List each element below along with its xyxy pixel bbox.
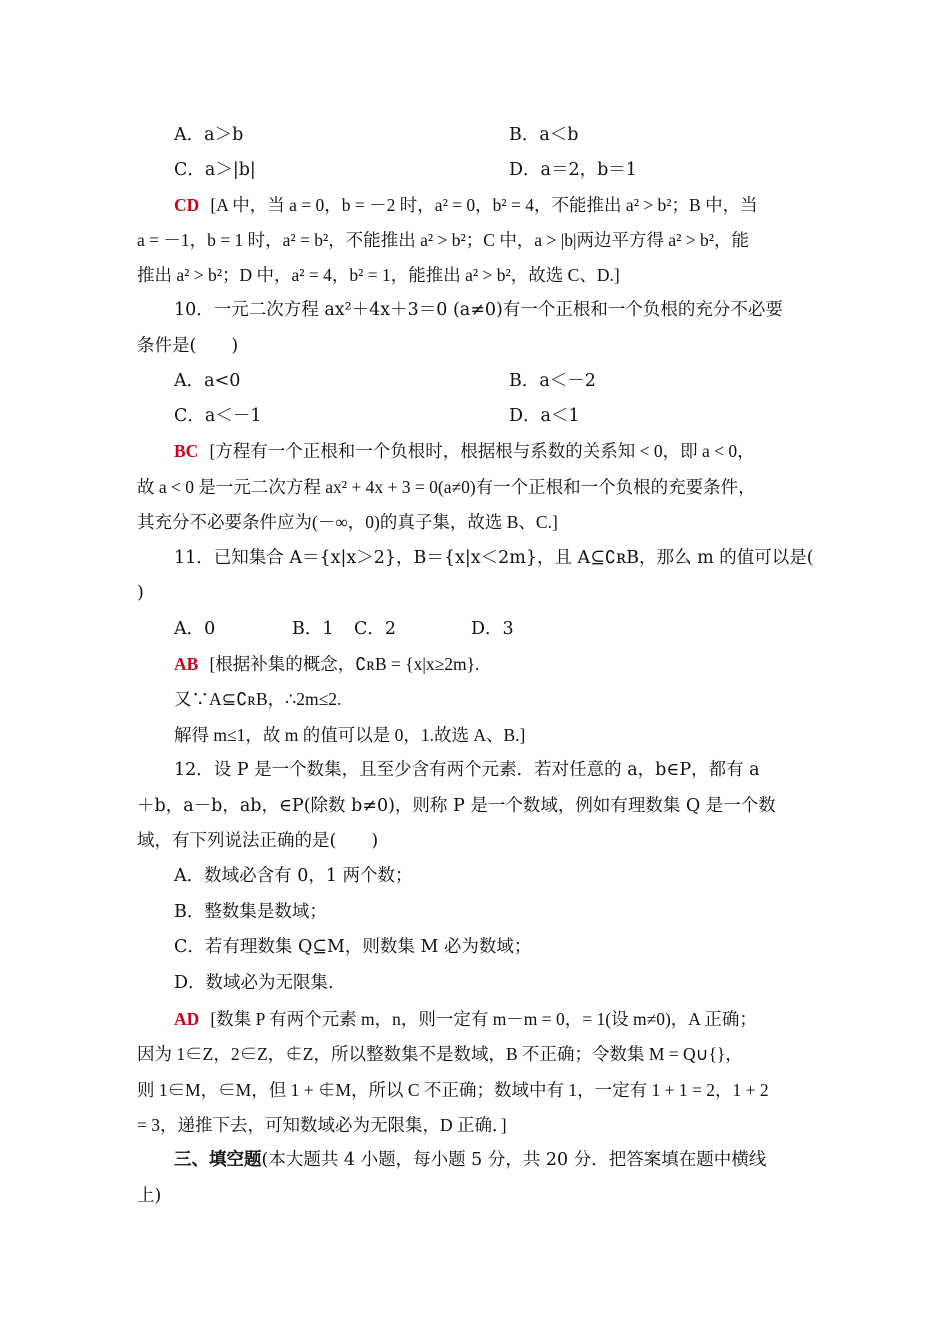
q12-explanation-3: 则 1∈M，∈M，但 1 + ∉M，所以 C 不正确；数域中有 1，一定有 1 + 1 = 2，1 + 2: [137, 1080, 769, 1100]
q12-option-a: A．数域必含有 0，1 两个数；: [174, 866, 413, 886]
q10-explanation-2: 故 a < 0 是一元二次方程 ax² + 4x + 3 = 0(a≠0)有一个正根和一个负根的充要条件，: [137, 477, 756, 497]
q9-explanation-3: 推出 a² > b²；D 中，a² = 4，b² = 1，能推出 a² > b²，故选 C、D.]: [137, 265, 620, 285]
q12-explanation-4: = 3，递推下去，可知数域必为无限集，D 正确．]: [137, 1115, 507, 1135]
q10-stem-2: 条件是( ): [137, 336, 239, 356]
q10-option-d: D．a＜1: [509, 406, 580, 426]
section3-heading-line: [174, 1148, 854, 1172]
q11-answer-tag: AB: [174, 654, 199, 674]
q9-option-b: B．a＜b: [509, 125, 579, 145]
section3-heading: 三、填空题: [174, 1150, 262, 1170]
q9-answer-line: [174, 193, 854, 218]
q12-stem-1: 12．设 P 是一个数集，且至少含有两个元素．若对任意的 a，b∈P，都有 a: [174, 760, 760, 780]
q12-option-b: B．整数集是数域；: [174, 902, 327, 922]
q12-option-d: D．数域必为无限集.: [174, 973, 334, 993]
q9-option-c: C．a＞|b|: [174, 160, 256, 180]
q9-explanation-1: [A 中，当 a = 0，b = －2 时，a² = 0，b² = 4，不能推出 a² > b²；B 中，当: [210, 195, 758, 215]
section3-description-2: 上): [137, 1186, 162, 1206]
q9-answer-tag: CD: [174, 195, 200, 215]
q12-answer-line: [174, 1007, 854, 1032]
q11-option-b: B．1: [292, 619, 334, 639]
q11-stem-2: ): [137, 583, 144, 603]
q10-explanation-1: [方程有一个正根和一个负根时，根据根与系数的关系知 < 0，即 a < 0，: [209, 441, 755, 461]
q11-explanation-2: 又∵A⊆∁ʀB，∴2m≤2.: [174, 689, 342, 709]
q10-option-b: B．a＜－2: [509, 371, 596, 391]
q11-option-c: C．2: [354, 619, 397, 639]
q10-stem-1: 10．一元二次方程 ax²＋4x＋3＝0 (a≠0)有一个正根和一个负根的充分不必要: [174, 300, 783, 320]
q10-answer-tag: BC: [174, 441, 199, 461]
q12-explanation-2: 因为 1∈Z，2∈Z，∉Z，所以整数集不是数域，B 不正确；令数集 M = Q∪{}，: [137, 1044, 743, 1064]
q12-stem-2: ＋b，a－b，ab，∈P(除数 b≠0)，则称 P 是一个数域，例如有理数集 Q 是一个数: [137, 796, 776, 816]
q12-answer-tag: AD: [174, 1009, 200, 1029]
q11-explanation-3: 解得 m≤1，故 m 的值可以是 0，1.故选 A、B.]: [174, 725, 526, 745]
q10-answer-line: [174, 439, 854, 464]
q11-explanation-1: [根据补集的概念，∁ʀB = {x|x≥2m}.: [209, 654, 480, 674]
q11-answer-line: [174, 652, 854, 677]
q12-explanation-1: [数集 P 有两个元素 m，n，则一定有 m－m = 0，= 1(设 m≠0)，A 正确；: [210, 1009, 757, 1029]
q12-option-c: C．若有理数集 Q⊆M，则数集 M 必为数域；: [174, 937, 532, 957]
q10-explanation-3: 其充分不必要条件应为(－∞，0)的真子集，故选 B、C.]: [137, 512, 558, 532]
q10-option-c: C．a＜－1: [174, 406, 262, 426]
q11-stem-1: 11．已知集合 A＝{x|x＞2}，B＝{x|x＜2m}，且 A⊆∁ʀB，那么 m 的值可以是(: [174, 548, 814, 568]
q9-option-d: D．a＝2，b＝1: [509, 160, 637, 180]
q10-option-a: A．a<0: [174, 371, 241, 391]
q12-stem-3: 域，有下列说法正确的是( ): [137, 831, 379, 851]
q11-option-a: A．0: [174, 619, 216, 639]
q11-option-d: D．3: [471, 619, 514, 639]
section3-description-1: (本大题共 4 小题，每小题 5 分，共 20 分．把答案填在题中横线: [261, 1150, 767, 1170]
q9-option-a: A．a＞b: [174, 125, 244, 145]
q9-explanation-2: a = －1，b = 1 时，a² = b²，不能推出 a² > b²；C 中，a > |b|两边平方得 a² > b²，能: [137, 230, 749, 250]
